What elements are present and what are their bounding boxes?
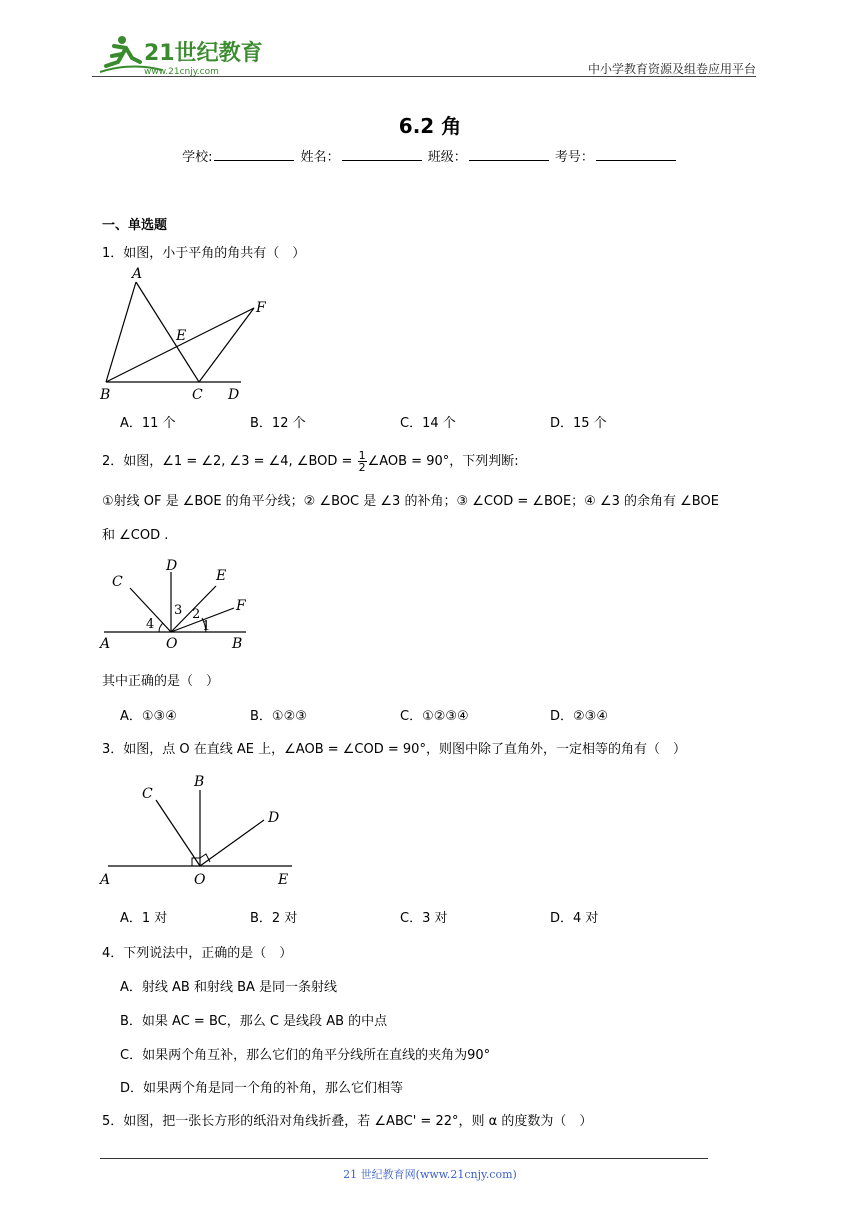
q1-label-a: A [132, 266, 143, 282]
q2-stem [102, 450, 519, 473]
q1-option-c[interactable]: C．14 个 [400, 416, 456, 431]
q4-stem: 4．下列说法中，正确的是（ ） [102, 946, 293, 961]
footer-divider [100, 1158, 708, 1159]
q3-option-a[interactable]: A．1 对 [120, 911, 168, 926]
q2-statements: ①射线 OF 是 ∠BOE 的角平分线；② ∠BOC 是 ∠3 的补角；③ ∠COD = ∠BOE；④ ∠3 的余角有 ∠BOE [102, 494, 719, 509]
q1-stem: 1．如图，小于平角的角共有（ ） [102, 246, 306, 261]
q1-label-b: B [100, 387, 111, 402]
q3-label-b: B [194, 774, 205, 790]
q2-option-a[interactable]: A．①③④ [120, 709, 177, 724]
q2-label-o: O [166, 636, 178, 652]
q2-figure [96, 556, 266, 656]
q2-angle-4: 4 [146, 617, 155, 632]
q1-label-f: F [256, 300, 266, 316]
q1-option-b[interactable]: B．12 个 [250, 416, 306, 431]
q2-angle-2: 2 [192, 607, 201, 622]
q2-fraction: $\frac{1}{2}$ [358, 449, 366, 474]
q2-label-f: F [236, 598, 246, 614]
footer-link[interactable]: 21 世纪教育网(www.21cnjy.com) [343, 1168, 517, 1181]
q3-label-a: A [100, 872, 111, 888]
q2-which: 其中正确的是（ ） [102, 674, 220, 689]
q2-label-d: D [166, 558, 178, 574]
q3-figure [96, 770, 306, 890]
q3-label-d: D [268, 810, 280, 826]
school-blank[interactable] [214, 148, 294, 161]
q3-option-b[interactable]: B．2 对 [250, 911, 298, 926]
name-label: 姓名： [300, 150, 340, 165]
site-logo [92, 32, 262, 80]
q2-label-c: C [112, 574, 123, 590]
q1-option-a[interactable]: A．11 个 [120, 416, 176, 431]
school-label: 学校: [182, 150, 213, 165]
q3-label-e: E [278, 872, 289, 888]
q2-stem-b: ∠AOB = 90°，下列判断: [367, 454, 519, 469]
logo-text: 21世纪教育 [144, 41, 262, 66]
logo-url: www.21cnjy.com [144, 67, 219, 77]
q5-stem: 5．如图，把一张长方形的纸沿对角线折叠，若 ∠ABC' = 22°，则 α 的度数为（ ） [102, 1114, 593, 1129]
name-blank[interactable] [342, 148, 422, 161]
page-title: 6.2 角 [398, 114, 462, 138]
exam-no-label: 考号： [554, 150, 594, 165]
q1-label-e: E [176, 328, 187, 344]
q4-option-b[interactable]: B．如果 AC = BC，那么 C 是线段 AB 的中点 [120, 1014, 388, 1029]
q4-option-d[interactable]: D．如果两个角是同一个角的补角，那么它们相等 [120, 1081, 404, 1096]
q1-figure [96, 262, 276, 402]
q3-stem: 3．如图，点 O 在直线 AE 上，∠AOB = ∠COD = 90°，则图中除了直角外，一定相等的角有（ ） [102, 742, 686, 757]
q2-option-c[interactable]: C．①②③④ [400, 709, 469, 724]
q2-label-a: A [100, 636, 111, 652]
q3-label-o: O [194, 872, 206, 888]
q2-stem-a: 2．如图，∠1 = ∠2, ∠3 = ∠4, ∠BOD = [102, 454, 357, 469]
exam-no-blank[interactable] [596, 148, 676, 161]
q1-label-d: D [228, 387, 240, 402]
q4-option-c[interactable]: C．如果两个角互补，那么它们的角平分线所在直线的夹角为90° [120, 1048, 491, 1063]
class-label: 班级： [427, 150, 467, 165]
q2-angle-3: 3 [174, 603, 183, 618]
section-heading: 一、单选题 [102, 218, 168, 233]
header-divider [92, 76, 756, 77]
q3-label-c: C [142, 786, 153, 802]
q1-label-c: C [192, 387, 203, 402]
header-platform-text: 中小学教育资源及组卷应用平台 [587, 62, 756, 76]
student-info-row [0, 146, 860, 165]
runner-logo-icon [92, 32, 262, 80]
q2-option-d[interactable]: D．②③④ [550, 709, 608, 724]
q3-option-c[interactable]: C．3 对 [400, 911, 448, 926]
q2-label-e: E [216, 568, 227, 584]
q2-label-b: B [232, 636, 243, 652]
q2-option-b[interactable]: B．①②③ [250, 709, 307, 724]
q3-option-d[interactable]: D．4 对 [550, 911, 599, 926]
q2-angle-1: 1 [202, 619, 211, 634]
q1-option-d[interactable]: D．15 个 [550, 416, 607, 431]
q4-option-a[interactable]: A．射线 AB 和射线 BA 是同一条射线 [120, 980, 338, 995]
class-blank[interactable] [469, 148, 549, 161]
q2-statements-cont: 和 ∠COD . [102, 528, 169, 543]
